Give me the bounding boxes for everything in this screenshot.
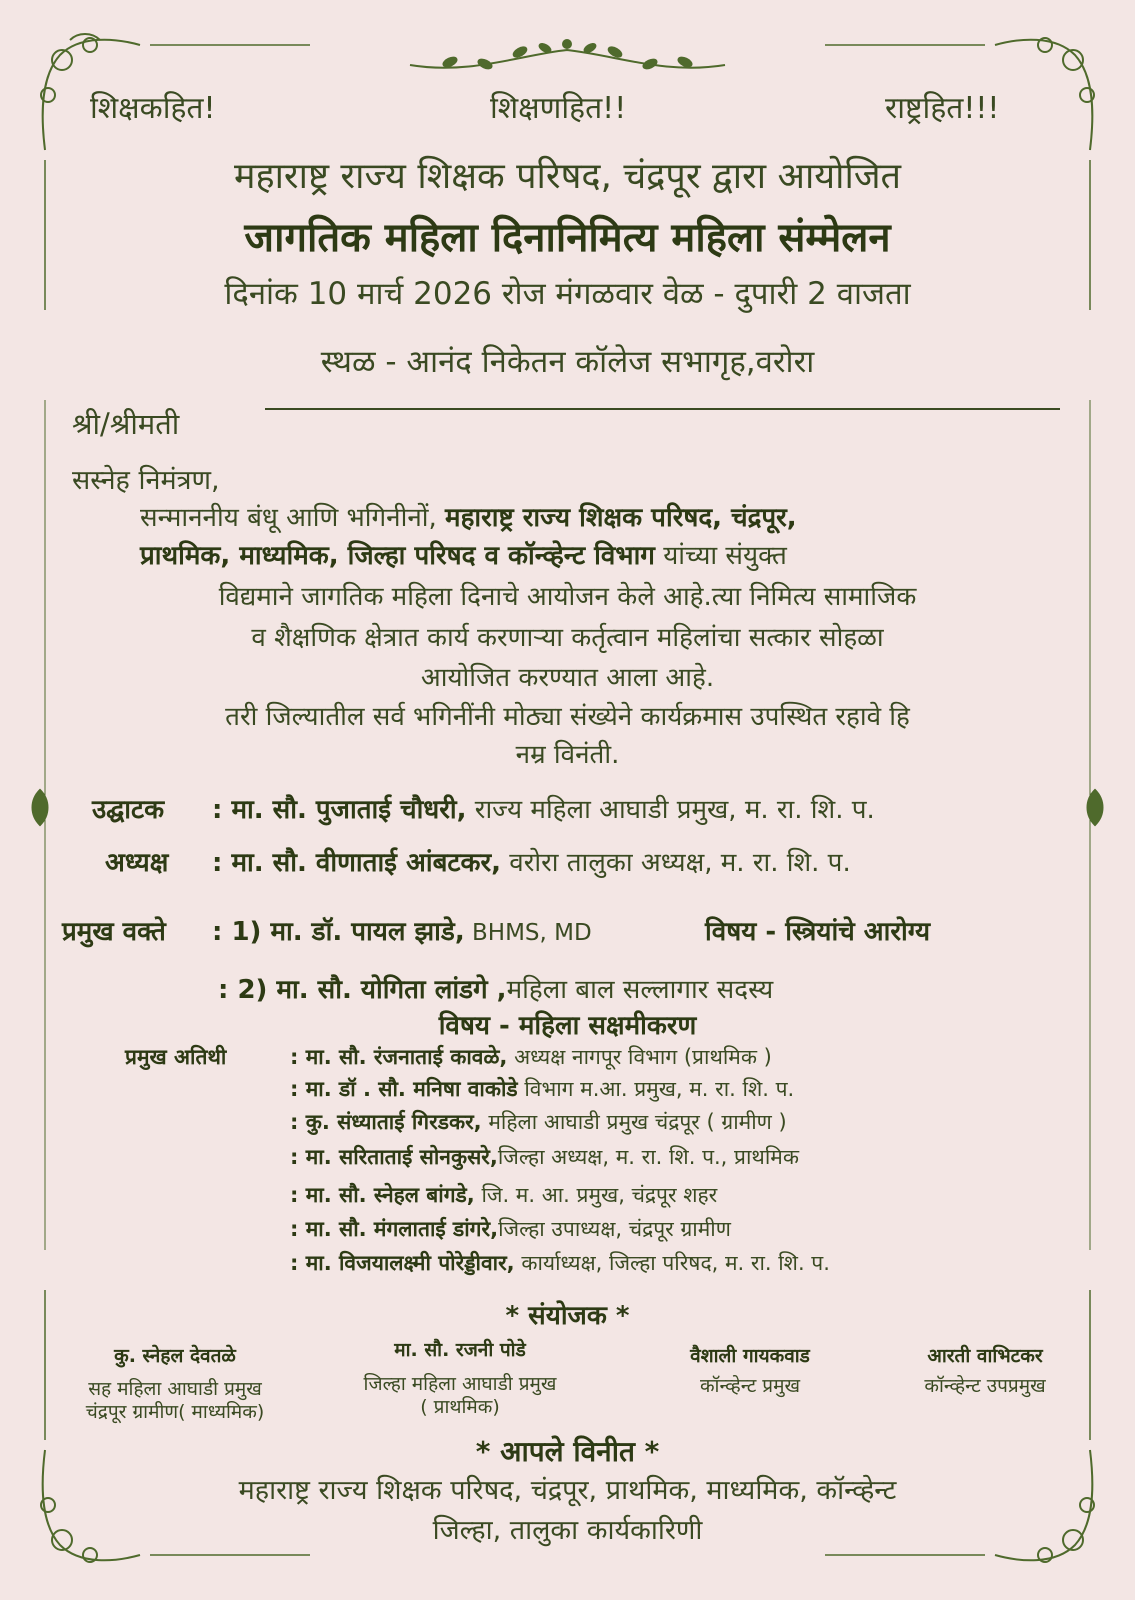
slogan-center: शिक्षणहित!! xyxy=(490,91,627,126)
sincerely-heading: * आपले विनीत * xyxy=(475,1435,660,1468)
body-line-5: आयोजित करण्यात आला आहे. xyxy=(420,663,715,693)
event-title: जागतिक महिला दिनानिमित्य महिला संम्मेलन xyxy=(244,215,891,261)
body-line-2 xyxy=(140,536,787,572)
body-line-2-text: यांच्या संयुक्त xyxy=(654,541,787,571)
chief-guest-name: : मा. विजयालक्ष्मी पोरेड्डीवार, xyxy=(290,1251,515,1275)
chief-guest-name: : कु. संध्याताई गिरडकर, xyxy=(290,1110,482,1134)
chief-guests-label: प्रमुख अतिथी xyxy=(125,1045,227,1069)
speaker-1-role: BHMS, MD xyxy=(464,920,592,946)
body-line-7: नम्र विनंती. xyxy=(515,740,620,770)
chief-guest-item xyxy=(290,1143,799,1171)
convener-name: वैशाली गायकवाड xyxy=(690,1345,810,1367)
greeting: सस्नेह निमंत्रण, xyxy=(72,465,220,496)
body-line-1-text: सन्माननीय बंधू आणि भगिनीनों, xyxy=(140,503,446,533)
convener-name: कु. स्नेहल देवतळे xyxy=(114,1345,236,1367)
body-line-4: व शैक्षणिक क्षेत्रात कार्य करणाऱ्या कर्तृत्वान महिलांचा सत्कार सोहळा xyxy=(251,623,884,653)
chief-guest-item xyxy=(290,1249,830,1277)
president-label: अध्यक्ष xyxy=(105,848,169,878)
chief-guest-item xyxy=(290,1075,794,1103)
slogan-right: राष्ट्रहित!!! xyxy=(885,91,1000,126)
chief-guest-role: जिल्हा अध्यक्ष, म. रा. शि. प., प्राथमिक xyxy=(497,1145,799,1169)
chief-guest-item xyxy=(290,1181,717,1209)
chief-guest-role: महिला आघाडी प्रमुख चंद्रपूर ( ग्रामीण ) xyxy=(481,1110,787,1134)
speaker-2-name: : 2) मा. सौ. योगिता लांडगे , xyxy=(218,975,507,1005)
speaker-1-name: : 1) मा. डॉ. पायल झाडे, xyxy=(212,917,465,947)
chief-guest-name: : मा. डॉ . सौ. मनिषा वाकोडे xyxy=(290,1077,518,1101)
conveners-heading: * संयोजक * xyxy=(505,1301,630,1331)
body-line-6: तरी जिल्यातील सर्व भगिनींनी मोठ्या संख्येने कार्यक्रमास उपस्थित रहावे हि xyxy=(225,702,910,732)
body-line-1-org: महाराष्ट्र राज्य शिक्षक परिषद, चंद्रपूर, xyxy=(445,503,797,533)
speaker-2-topic: विषय - महिला सक्षमीकरण xyxy=(438,1011,697,1041)
body-line-2-org: प्राथमिक, माध्यमिक, जिल्हा परिषद व कॉन्व्हेन्ट विभाग xyxy=(140,541,655,571)
chief-guest-role: कार्याध्यक्ष, जिल्हा परिषद, म. रा. शि. प. xyxy=(514,1251,830,1275)
organizer-line: महाराष्ट्र राज्य शिक्षक परिषद, चंद्रपूर द्वारा आयोजित xyxy=(233,156,902,197)
body-line-1 xyxy=(140,498,797,534)
convener-role: चंद्रपूर ग्रामीण( माध्यमिक) xyxy=(85,1401,265,1423)
president-role: वरोरा तालुका अध्यक्ष, म. रा. शि. प. xyxy=(501,848,851,878)
slogan-left: शिक्षकहित! xyxy=(90,91,216,126)
footer-line-2: जिल्हा, तालुका कार्यकारिणी xyxy=(432,1515,703,1546)
chief-guest-name: : मा. सौ. मंगलाताई डांगरे, xyxy=(290,1217,499,1241)
venue: स्थळ - आनंद निकेतन कॉलेज सभागृह,वरोरा xyxy=(320,344,815,380)
chief-guest-name: : मा. सरिताताई सोनकुसरे, xyxy=(290,1145,498,1169)
convener-role: जिल्हा महिला आघाडी प्रमुख xyxy=(363,1373,557,1395)
chief-guest-role: विभाग म.आ. प्रमुख, म. रा. शि. प. xyxy=(517,1077,795,1101)
speaker-1-topic: विषय - स्त्रियांचे आरोग्य xyxy=(705,917,931,947)
chief-guest-role: जिल्हा उपाध्यक्ष, चंद्रपूर ग्रामीण xyxy=(498,1217,731,1241)
inaugurator-role: राज्य महिला आघाडी प्रमुख, म. रा. शि. प. xyxy=(466,795,875,825)
chief-guest-name: : मा. सौ. स्नेहल बांगडे, xyxy=(290,1183,475,1207)
convener-role: सह महिला आघाडी प्रमुख xyxy=(88,1378,262,1400)
convener-role: ( प्राथमिक) xyxy=(420,1396,500,1418)
convener-role: कॉन्व्हेन्ट उपप्रमुख xyxy=(924,1375,1046,1397)
chief-guest-name: : मा. सौ. रंजनाताई कावळे, xyxy=(290,1045,508,1069)
body-line-3: विद्यमाने जागतिक महिला दिनाचे आयोजन केले आहे.त्या निमित्य सामाजिक xyxy=(218,582,917,612)
speaker-2-entry xyxy=(218,970,773,1006)
inaugurator-name: : मा. सौ. पुजाताई चौधरी, xyxy=(212,795,467,825)
chief-guest-role: अध्यक्ष नागपूर विभाग (प्राथमिक ) xyxy=(507,1045,772,1069)
convener-role: कॉन्व्हेन्ट प्रमुख xyxy=(699,1375,801,1397)
speaker-2-role: महिला बाल सल्लागार सदस्य xyxy=(506,975,774,1005)
addressee-label: श्री/श्रीमती xyxy=(72,407,180,441)
inaugurator-entry xyxy=(212,790,875,826)
chief-guest-item xyxy=(290,1108,787,1136)
president-name: : मा. सौ. वीणाताई आंबटकर, xyxy=(212,848,501,878)
inaugurator-label: उद्घाटक xyxy=(92,795,165,825)
convener-name: मा. सौ. रजनी पोडे xyxy=(394,1339,526,1361)
convener-name: आरती वाभिटकर xyxy=(927,1345,1043,1367)
speaker-1-entry xyxy=(212,912,592,948)
chief-guest-item xyxy=(290,1215,731,1243)
chief-guest-role: जि. म. आ. प्रमुख, चंद्रपूर शहर xyxy=(474,1183,718,1207)
footer-line-1: महाराष्ट्र राज्य शिक्षक परिषद, चंद्रपूर, प्राथमिक, माध्यमिक, कॉन्व्हेन्ट xyxy=(238,1475,897,1506)
addressee-blank-line xyxy=(265,408,1060,410)
date-time: दिनांक 10 मार्च 2026 रोज मंगळवार वेळ - दुपारी 2 वाजता xyxy=(224,276,911,312)
president-entry xyxy=(212,843,851,879)
speakers-label: प्रमुख वक्ते xyxy=(62,917,166,947)
chief-guest-item xyxy=(290,1043,772,1071)
